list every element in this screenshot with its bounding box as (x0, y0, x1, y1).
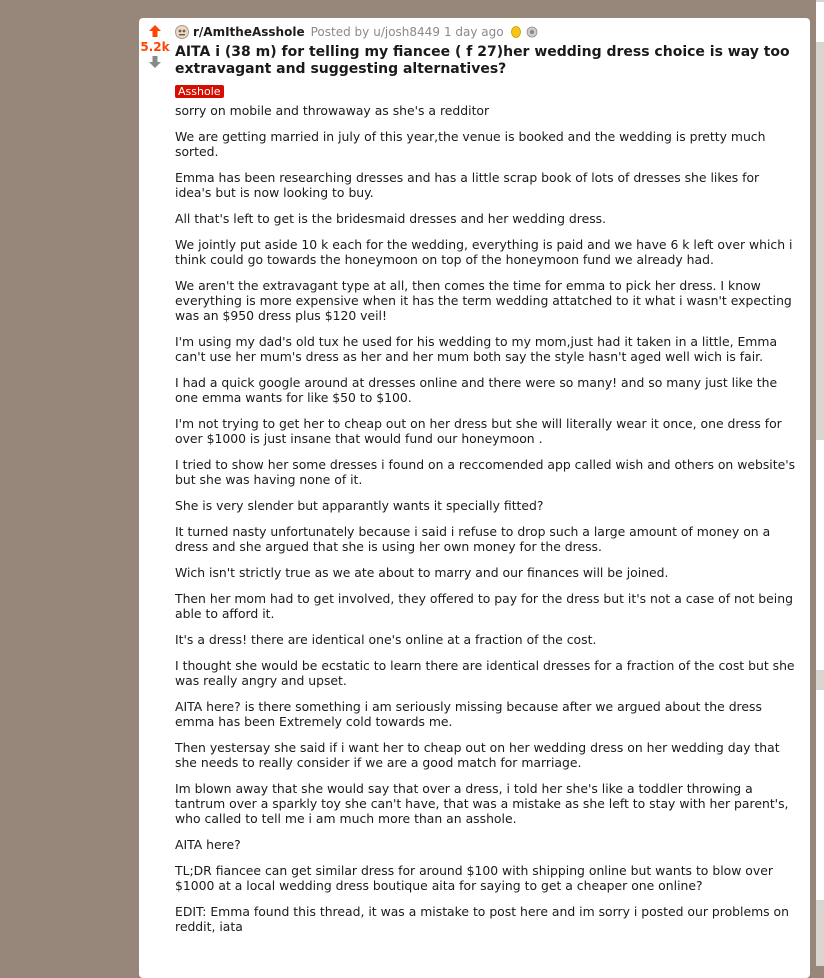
downvote-icon[interactable] (148, 55, 162, 69)
body-paragraph: Im blown away that she would say that over a dress, i told her she's like a toddler throwing a tantrum over a sparkly toy she can't have, that was a mistake as she left to stay with her parent's, who called to tell me i am much more than an asshole. (175, 781, 789, 826)
body-paragraph: We are getting married in july of this year,the venue is booked and the wedding is pretty much sorted. (175, 129, 766, 159)
edge-panel (816, 2, 824, 42)
post-title[interactable]: AITA i (38 m) for telling my fiancee ( f 27)her wedding dress choice is way too extravagant and suggesting alternatives? (175, 44, 790, 77)
post-body (175, 103, 797, 934)
vote-column (139, 18, 171, 69)
body-paragraph: AITA here? (175, 837, 241, 852)
body-paragraph: I thought she would be ecstatic to learn there are identical dresses for a fraction of the cost but she was really angry and upset. (175, 658, 795, 688)
body-paragraph: I had a quick google around at dresses online and there were so many! and so many just like the one emma wants for like $50 to $100. (175, 375, 778, 405)
upvote-icon[interactable] (148, 24, 162, 38)
body-paragraph: We aren't the extravagant type at all, then comes the time for emma to pick her dress. I know everything is more expensive when it has the term wedding attatched to it what i wasn't expecting was an $950 dress plus $120 veil! (175, 278, 792, 323)
body-paragraph: sorry on mobile and throwaway as she's a redditor (175, 103, 490, 118)
author-link[interactable]: u/josh8449 (373, 25, 440, 39)
body-paragraph: It turned nasty unfortunately because i said i refuse to drop such a large amount of money on a dress and she argued that she is using her own money for the dress. (175, 524, 771, 554)
edge-panel (816, 440, 824, 670)
post-time[interactable]: 1 day ago (443, 25, 504, 39)
silver-award-icon[interactable] (526, 26, 538, 38)
body-paragraph: Then yestersay she said if i want her to cheap out on her wedding dress on her wedding day that she needs to really consider if we are a good match for marriage. (175, 740, 780, 770)
body-paragraph: AITA here? is there something i am seriously missing because after we argued about the dress emma has been Extremely cold towards me. (175, 699, 762, 729)
post-flair[interactable]: Asshole (175, 85, 224, 98)
body-paragraph: EDIT: Emma found this thread, it was a mistake to post here and im sorry i posted our problems on reddit, iata (175, 904, 789, 934)
post-card (139, 18, 810, 978)
body-paragraph: She is very slender but apparantly wants it specially fitted? (175, 498, 544, 513)
subreddit-link[interactable]: r/AmItheAsshole (193, 25, 305, 39)
body-paragraph: I'm not trying to get her to cheap out on her dress but she will literally wear it once, one dress for over $1000 is just insane that would fund our honeymoon . (175, 416, 782, 446)
body-paragraph: I tried to show her some dresses i found on a reccomended app called wish and others on website's but she was having none of it. (175, 457, 796, 487)
body-paragraph: All that's left to get is the bridesmaid dresses and her wedding dress. (175, 211, 607, 226)
posted-by-label: Posted by (310, 25, 370, 39)
edge-panel (816, 690, 824, 900)
background-edge (816, 0, 824, 966)
body-paragraph: I'm using my dad's old tux he used for his wedding to my mom,just had it taken in a little, Emma can't use her mum's dress as her and her mum both say the style hasn't aged well wich is fair. (175, 334, 778, 364)
subreddit-icon[interactable] (175, 25, 189, 39)
post-meta (175, 22, 797, 42)
body-paragraph: Then her mom had to get involved, they offered to pay for the dress but it's not a case of not being able to afford it. (175, 591, 793, 621)
body-paragraph: It's a dress! there are identical one's online at a fraction of the cost. (175, 632, 597, 647)
body-paragraph: TL;DR fiancee can get similar dress for around $100 with shipping online but wants to blow over $1000 at a local wedding dress boutique aita for saying to get a cheaper one online? (175, 863, 773, 893)
body-paragraph: We jointly put aside 10 k each for the wedding, everything is paid and we have 6 k left over which i think could go towards the honeymoon on top of the honeymoon fund we already had. (175, 237, 793, 267)
post-content (175, 22, 797, 945)
body-paragraph: Emma has been researching dresses and has a little scrap book of lots of dresses she likes for idea's but is now looking to buy. (175, 170, 760, 200)
body-paragraph: Wich isn't strictly true as we ate about to marry and our finances will be joined. (175, 565, 669, 580)
vote-score: 5.2k (140, 40, 170, 54)
gold-award-icon[interactable] (510, 26, 522, 38)
